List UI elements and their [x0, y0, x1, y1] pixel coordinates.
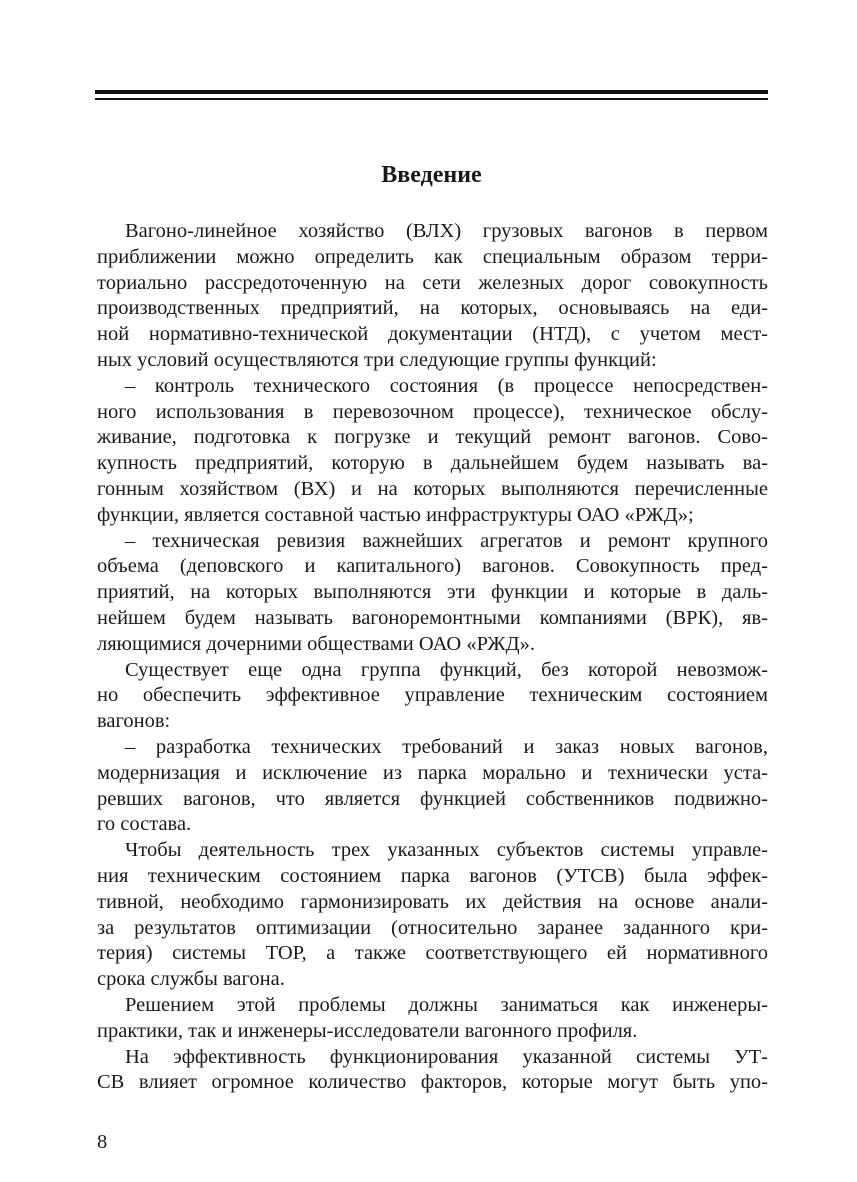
- text-line: производственных предприятий, на которых, основываясь на еди-: [97, 297, 768, 320]
- page-number: 8: [97, 1131, 108, 1153]
- text-line: за результатов оптимизации (относительно заранее заданного кри-: [97, 916, 768, 939]
- text-line: ния техническим состоянием парка вагонов (УТСВ) была эффек-: [97, 864, 768, 887]
- paragraph: [97, 658, 768, 735]
- text-line: гонным хозяйством (ВХ) и на которых выполняются перечисленные: [97, 477, 768, 500]
- text-line: ной нормативно-технической документации (НТД), с учетом мест-: [97, 323, 768, 346]
- text-line: но обеспечить эффективное управление техническим состоянием: [97, 684, 768, 707]
- text-line: терия) системы ТОР, а также соответствующего ей нормативного: [97, 942, 768, 965]
- text-line: – контроль технического состояния (в процессе непосредствен-: [125, 374, 768, 397]
- text-line: вагонов:: [97, 710, 171, 733]
- text-line: нейшем будем называть вагоноремонтными компаниями (ВРК), яв-: [97, 606, 768, 629]
- text-line: ляющимися дочерними обществами ОАО «РЖД».: [97, 632, 536, 655]
- paragraph: [97, 993, 768, 1045]
- text-line: Чтобы деятельность трех указанных субъектов системы управле-: [125, 839, 768, 862]
- text-line: Решением этой проблемы должны заниматься как инженеры-: [125, 993, 768, 1016]
- paragraph: [97, 735, 768, 838]
- paragraph: [97, 374, 768, 529]
- text-line: ного использования в перевозочном процессе), техническое обслу-: [97, 400, 768, 423]
- text-line: Существует еще одна группа функций, без которой невозмож-: [125, 658, 768, 681]
- text-line: Вагоно-линейное хозяйство (ВЛХ) грузовых вагонов в первом: [125, 220, 768, 242]
- text-line: купность предприятий, которую в дальнейшем будем называть ва-: [97, 452, 768, 475]
- text-line: – разработка технических требований и заказ новых вагонов,: [125, 735, 768, 758]
- paragraph: [97, 529, 768, 658]
- paragraph: [97, 838, 768, 993]
- text-line: функции, является составной частью инфраструктуры ОАО «РЖД»;: [97, 503, 694, 526]
- text-line: приятий, на которых выполняются эти функции и которые в даль-: [97, 581, 768, 604]
- body-text: [97, 219, 768, 1096]
- text-line: ных условий осуществляются три следующие группы функций:: [97, 348, 657, 371]
- text-line: ревших вагонов, что является функцией собственников подвижно-: [97, 787, 768, 810]
- text-line: СВ влияет огромное количество факторов, которые могут быть упо-: [97, 1071, 768, 1094]
- text-line: объема (деповского и капитального) вагонов. Совокупность пред-: [97, 555, 768, 578]
- text-line: – техническая ревизия важнейших агрегатов и ремонт крупного: [125, 529, 768, 552]
- header-rule-thin: [95, 98, 768, 100]
- text-line: тивной, необходимо гармонизировать их действия на основе анали-: [97, 890, 768, 913]
- page-title: Введение: [381, 162, 482, 188]
- text-line: На эффективность функционирования указанной системы УТ-: [125, 1045, 768, 1068]
- header-rule-thick: [95, 90, 768, 94]
- text-line: модернизация и исключение из парка морально и технически уста-: [97, 761, 768, 784]
- text-line: го состава.: [97, 813, 192, 836]
- paragraph: [97, 1045, 768, 1097]
- text-line: приближении можно определить как специальным образом терри-: [97, 245, 768, 268]
- text-line: ториально рассредоточенную на сети железных дорог совокупность: [97, 271, 768, 294]
- text-line: практики, так и инженеры-исследователи вагонного профиля.: [97, 1019, 638, 1042]
- text-line: живание, подготовка к погрузке и текущий ремонт вагонов. Сово-: [97, 426, 768, 449]
- paragraph: [97, 219, 768, 374]
- text-line: срока службы вагона.: [97, 968, 285, 991]
